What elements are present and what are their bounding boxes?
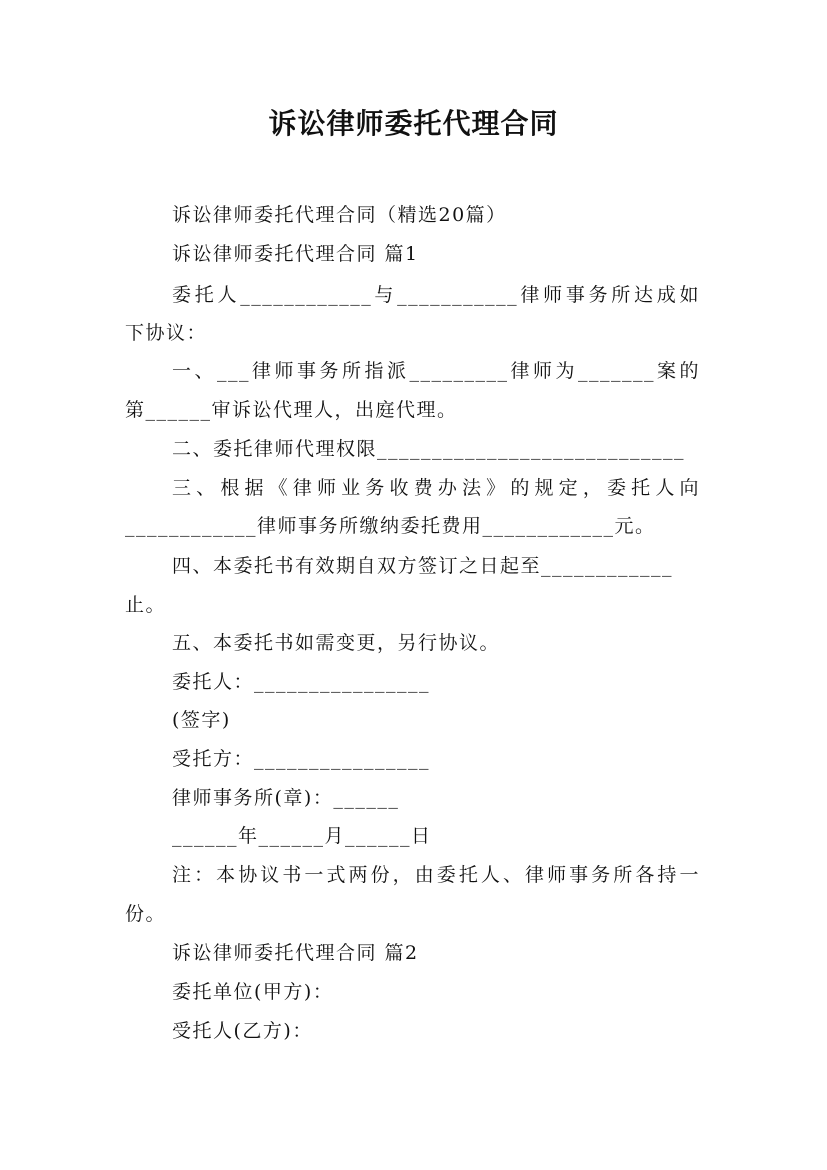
law-firm-seal: 律师事务所(章)：______ [172,787,400,809]
section-heading-1: 诉讼律师委托代理合同 篇1 [172,243,419,265]
signature-note: (签字) [172,709,231,731]
clause-1: 一、___律师事务所指派_________律师为_______案的 [172,360,700,382]
clause-3: 三、根据《律师业务收费办法》的规定，委托人向 [172,477,700,499]
note-line-cont: 份。 [125,903,167,925]
party-b: 受托人(乙方)： [172,1020,313,1042]
clause-4-cont: 止。 [125,594,167,616]
clause-parties-cont: 下协议： [125,322,208,344]
signature-agent: 受托方：________________ [172,748,431,770]
clause-1-cont: 第______审诉讼代理人，出庭代理。 [125,399,458,421]
clause-4: 四、本委托书有效期自双方签订之日起至____________ [172,555,674,577]
note-line: 注：本协议书一式两份，由委托人、律师事务所各持一 [172,864,700,886]
clause-5: 五、本委托书如需变更，另行协议。 [172,632,501,654]
date-line: ______年______月______日 [172,825,432,847]
party-a: 委托单位(甲方)： [172,981,334,1003]
clause-3-cont: ____________律师事务所缴纳委托费用____________元。 [125,515,656,537]
clause-2: 二、委托律师代理权限____________________________ [172,438,686,460]
subtitle-line: 诉讼律师委托代理合同（精选20篇） [172,204,507,226]
document-title: 诉讼律师委托代理合同 [268,107,559,140]
signature-client: 委托人：________________ [172,671,431,693]
clause-parties: 委托人____________与___________律师事务所达成如 [172,284,700,306]
section-heading-2: 诉讼律师委托代理合同 篇2 [172,942,419,964]
